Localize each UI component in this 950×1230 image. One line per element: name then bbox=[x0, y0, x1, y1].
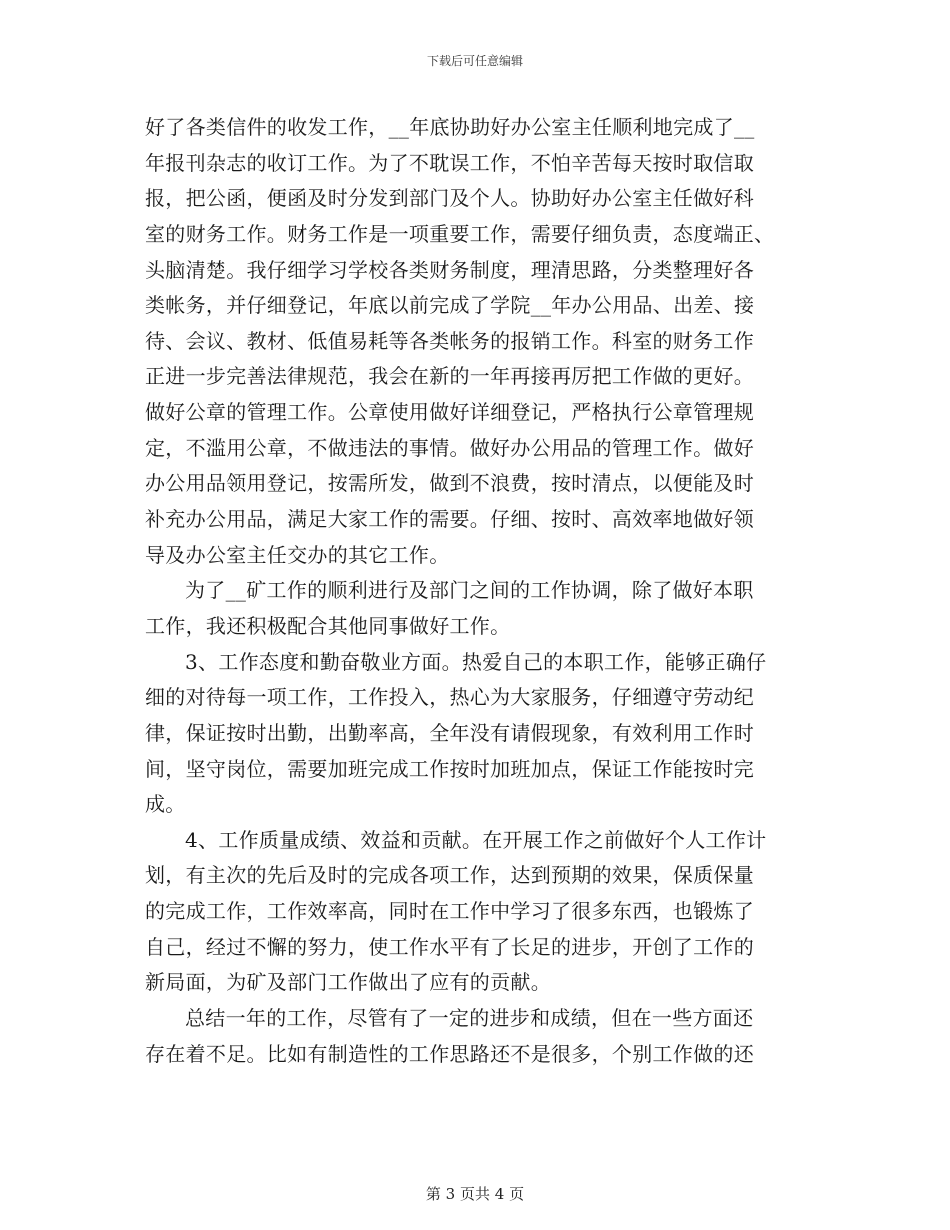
text-line: 存在着不足。比如有制造性的工作思路还不是很多，个别工作做的还 bbox=[145, 1041, 754, 1066]
text-line: 自己，经过不懈的努力，使工作水平有了长足的进步，开创了工作的 bbox=[145, 934, 754, 959]
text-line: 正进一步完善法律规范，我会在新的一年再接再厉把工作做的更好。 bbox=[145, 364, 754, 389]
paragraph-start-line: 4、工作质量成绩、效益和贡献。在开展工作之前做好个人工作计 bbox=[185, 827, 767, 852]
text-line: 工作，我还积极配合其他同事做好工作。 bbox=[145, 613, 511, 638]
text-line: 办公用品领用登记，按需所发，做到不浪费，按时清点，以便能及时 bbox=[145, 471, 754, 496]
text-line: 做好公章的管理工作。公章使用做好详细登记，严格执行公章管理规 bbox=[145, 400, 754, 425]
text-line: 室的财务工作。财务工作是一项重要工作，需要仔细负责，态度端正、 bbox=[145, 221, 775, 246]
text-line: 划，有主次的先后及时的完成各项工作，达到预期的效果，保质保量 bbox=[145, 863, 754, 888]
text-line: 成。 bbox=[145, 792, 186, 817]
paragraph-start-line: 总结一年的工作，尽管有了一定的进步和成绩，但在一些方面还 bbox=[185, 1006, 754, 1031]
paragraph-start-line: 为了__矿工作的顺利进行及部门之间的工作协调，除了做好本职 bbox=[185, 578, 754, 603]
text-line: 细的对待每一项工作，工作投入，热心为大家服务，仔细遵守劳动纪 bbox=[145, 685, 754, 710]
text-line: 的完成工作，工作效率高，同时在工作中学习了很多东西，也锻炼了 bbox=[145, 899, 754, 924]
text-line: 导及办公室主任交办的其它工作。 bbox=[145, 542, 450, 567]
text-line: 定，不滥用公章，不做违法的事情。做好办公用品的管理工作。做好 bbox=[145, 435, 754, 460]
text-line: 待、会议、教材、低值易耗等各类帐务的报销工作。科室的财务工作 bbox=[145, 328, 754, 353]
page-footer: 第 3 页共 4 页 bbox=[425, 1185, 525, 1203]
text-line: 类帐务，并仔细登记，年底以前完成了学院__年办公用品、出差、接 bbox=[145, 293, 755, 318]
text-line: 报，把公函，便函及时分发到部门及个人。协助好办公室主任做好科 bbox=[145, 186, 754, 211]
text-line: 间，坚守岗位，需要加班完成工作按时加班加点，保证工作能按时完 bbox=[145, 756, 754, 781]
text-line: 律，保证按时出勤，出勤率高，全年没有请假现象，有效利用工作时 bbox=[145, 720, 754, 745]
document-body bbox=[145, 110, 810, 1072]
text-line: 新局面，为矿及部门工作做出了应有的贡献。 bbox=[145, 970, 551, 995]
text-line: 补充办公用品，满足大家工作的需要。仔细、按时、高效率地做好领 bbox=[145, 507, 754, 532]
paragraph-start-line: 3、工作态度和勤奋敬业方面。热爱自己的本职工作，能够正确仔 bbox=[185, 649, 767, 674]
text-line: 头脑清楚。我仔细学习学校各类财务制度，理清思路，分类整理好各 bbox=[145, 257, 754, 282]
text-line: 年报刊杂志的收订工作。为了不耽误工作，不怕辛苦每天按时取信取 bbox=[145, 150, 754, 175]
text-line: 好了各类信件的收发工作，__年底协助好办公室主任顺利地完成了__ bbox=[145, 115, 755, 139]
page-header: 下载后可任意编辑 bbox=[426, 54, 523, 68]
